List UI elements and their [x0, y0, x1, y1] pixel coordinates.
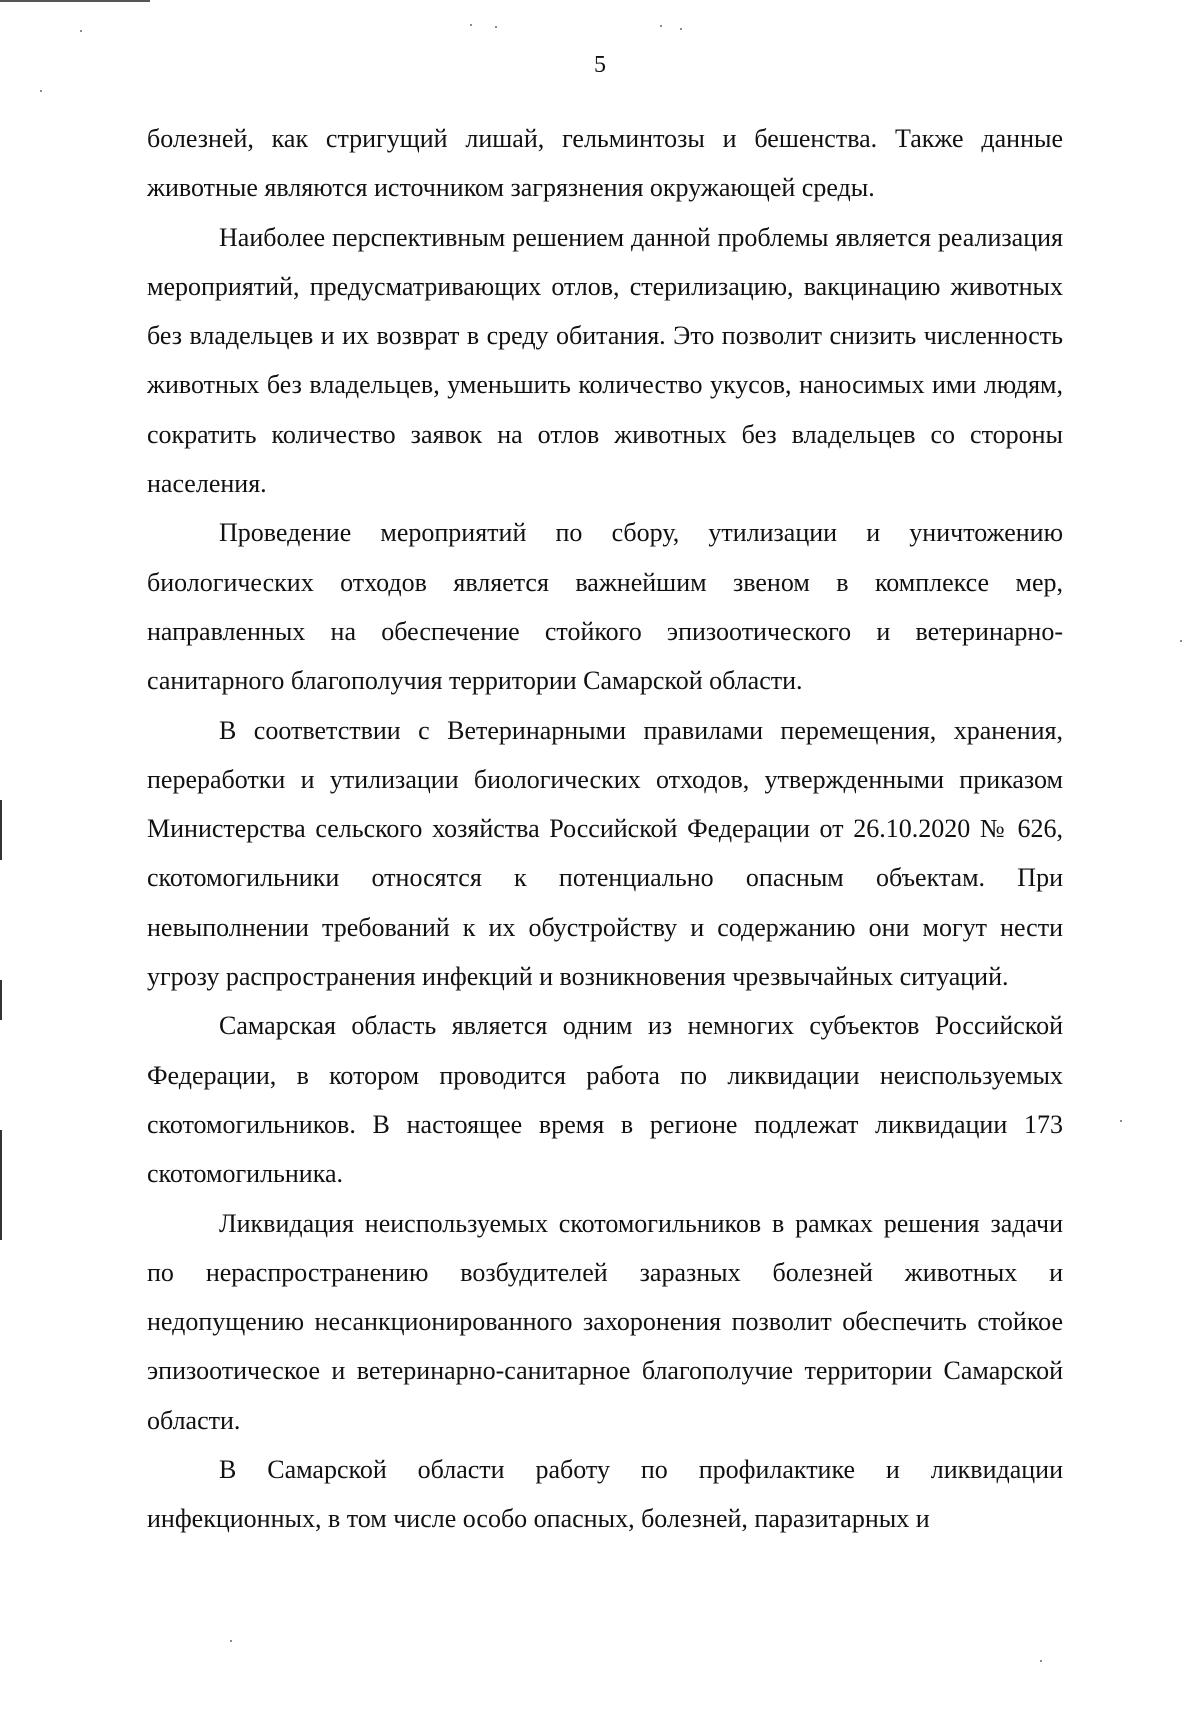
scan-artifact-edge — [0, 980, 2, 1020]
scan-artifact-line — [0, 0, 150, 2]
paragraph: В соответствии с Ветеринарными правилами перемещения, хранения, переработки и утилизации биологических отходов, утвержденными приказом Министерства сельского хозяйства Российской Федерации от 26.10.2020 № 626, скотомогильники относятся к потенциально опасным объектам. При невыполнении требований к их обустройству и содержанию они могут нести угрозу распространения инфекций и возникновения чрезвычайных ситуаций. — [147, 715, 1063, 992]
scan-speck — [230, 1640, 232, 1642]
scan-speck — [1040, 1660, 1042, 1662]
scan-speck — [1180, 640, 1182, 642]
scan-artifact-edge — [0, 800, 2, 860]
paragraph: Самарская область является одним из немногих субъектов Российской Федерации, в котором проводится работа по ликвидации неиспользуемых скотомогильников. В настоящее время в регионе подлежат ликвидации 173 скотомогильника. — [147, 1011, 1063, 1189]
paragraph: болезней, как стригущий лишай, гельминтозы и бешенства. Также данные животные являются источником загрязнения окружающей среды. — [147, 124, 1063, 203]
scan-speck — [80, 30, 82, 32]
scan-speck — [470, 24, 472, 26]
scan-artifact-edge — [0, 1130, 2, 1240]
scan-speck — [1120, 1120, 1122, 1122]
scan-speck — [680, 28, 682, 30]
scan-speck — [40, 90, 42, 92]
scan-speck — [660, 25, 662, 27]
scan-speck — [495, 26, 497, 28]
page-number: 5 — [594, 52, 606, 78]
paragraph: Проведение мероприятий по сбору, утилизации и уничтожению биологических отходов является важнейшим звеном в комплексе мер, направленных на обеспечение стойкого эпизоотического и ветеринарно-санитарного благополучия территории Самарской области. — [147, 518, 1063, 696]
paragraph: Ликвидация неиспользуемых скотомогильников в рамках решения задачи по нераспространению возбудителей заразных болезней животных и недопущению несанкционированного захоронения позволит обеспечить стойкое эпизоотическое и ветеринарно-санитарное благополучие территории Самарской области. — [147, 1208, 1063, 1435]
paragraph: Наиболее перспективным решением данной проблемы является реализация мероприятий, предусматривающих отлов, стерилизацию, вакцинацию животных без владельцев и их возврат в среду обитания. Это позволит снизить численность животных без владельцев, уменьшить количество укусов, наносимых ими людям, сократить количество заявок на отлов животных без владельцев со стороны населения. — [147, 222, 1063, 499]
paragraph: В Самарской области работу по профилактике и ликвидации инфекционных, в том числе особо опасных, болезней, паразитарных и — [147, 1455, 1063, 1534]
body-text — [147, 114, 1063, 1544]
